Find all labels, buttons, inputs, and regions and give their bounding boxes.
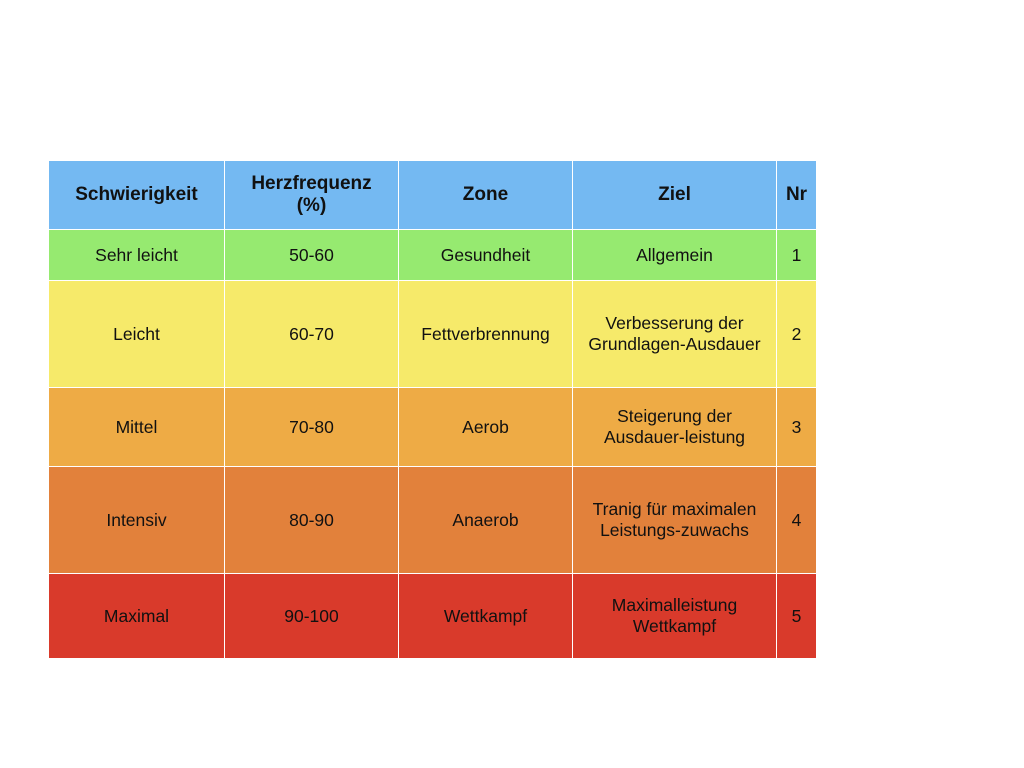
cell-heart-rate: 90-100 [225, 574, 399, 659]
table-row [49, 388, 817, 467]
cell-goal: Tranig für maximalen Leistungs-zuwachs [573, 467, 777, 574]
table-row [49, 574, 817, 659]
cell-zone: Gesundheit [399, 230, 573, 281]
cell-goal: Allgemein [573, 230, 777, 281]
table-row [49, 467, 817, 574]
cell-zone: Aerob [399, 388, 573, 467]
column-header-heart-rate [225, 161, 399, 230]
cell-number: 1 [777, 230, 817, 281]
table-row [49, 230, 817, 281]
cell-difficulty: Maximal [49, 574, 225, 659]
cell-zone: Anaerob [399, 467, 573, 574]
cell-number: 5 [777, 574, 817, 659]
column-header-goal: Ziel [573, 161, 777, 230]
heart-rate-zones-table-container [48, 160, 816, 659]
column-header-zone: Zone [399, 161, 573, 230]
cell-zone: Wettkampf [399, 574, 573, 659]
heart-rate-zones-table [48, 160, 817, 659]
cell-difficulty: Intensiv [49, 467, 225, 574]
cell-difficulty: Mittel [49, 388, 225, 467]
cell-goal: Maximalleistung Wettkampf [573, 574, 777, 659]
column-header-heart-rate-line2: (%) [296, 195, 327, 216]
column-header-number: Nr [777, 161, 817, 230]
cell-number: 4 [777, 467, 817, 574]
cell-goal: Verbesserung der Grundlagen-Ausdauer [573, 281, 777, 388]
cell-heart-rate: 60-70 [225, 281, 399, 388]
cell-number: 2 [777, 281, 817, 388]
table-row [49, 281, 817, 388]
table-header-row [49, 161, 817, 230]
column-header-difficulty: Schwierigkeit [49, 161, 225, 230]
cell-heart-rate: 80-90 [225, 467, 399, 574]
cell-heart-rate: 50-60 [225, 230, 399, 281]
cell-difficulty: Leicht [49, 281, 225, 388]
column-header-heart-rate-line1: Herzfrequenz [251, 172, 372, 194]
cell-difficulty: Sehr leicht [49, 230, 225, 281]
cell-number: 3 [777, 388, 817, 467]
cell-zone: Fettverbrennung [399, 281, 573, 388]
cell-heart-rate: 70-80 [225, 388, 399, 467]
cell-goal: Steigerung der Ausdauer-leistung [573, 388, 777, 467]
